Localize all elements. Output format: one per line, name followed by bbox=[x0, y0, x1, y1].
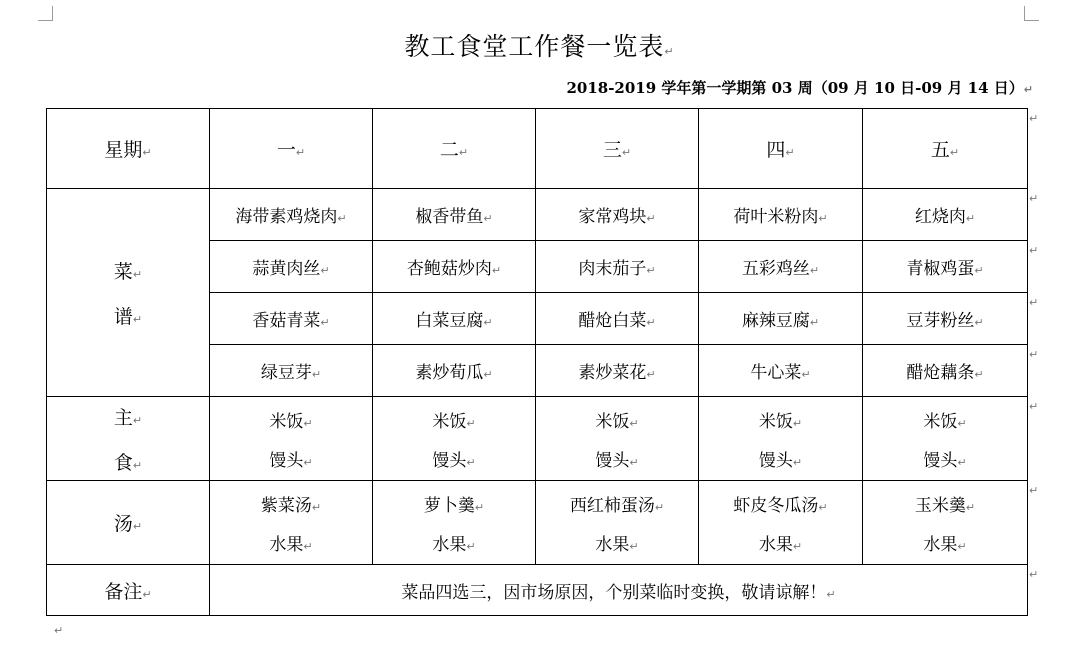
dish-cell: 青椒鸡蛋↵ bbox=[863, 241, 1028, 293]
weekday-header-label: 星期↵ bbox=[47, 109, 210, 189]
dish-cell: 杏鲍菇炒肉↵ bbox=[373, 241, 536, 293]
remark-text-cell: 菜品四选三，因市场原因，个别菜临时变换，敬请谅解！↵ bbox=[210, 565, 1028, 616]
dish-cell: 椒香带鱼↵ bbox=[373, 189, 536, 241]
week-subtitle: 2018-2019 学年第一学期第 03 周（09 月 10 日-09 月 14 日）↵ bbox=[566, 79, 1033, 97]
row-end-mark: ↵ bbox=[1029, 400, 1039, 413]
staple-label-cell: 主↵ 食↵ bbox=[47, 397, 210, 481]
dish-cell: 红烧肉↵ bbox=[863, 189, 1028, 241]
row-end-mark: ↵ bbox=[1029, 192, 1039, 205]
end-paragraph-mark: ↵ bbox=[54, 624, 64, 637]
day-header: 二↵ bbox=[373, 109, 536, 189]
dish-cell: 海带素鸡烧肉↵ bbox=[210, 189, 373, 241]
day-header: 四↵ bbox=[699, 109, 863, 189]
dish-cell: 香菇青菜↵ bbox=[210, 293, 373, 345]
soup-cell: 玉米羹↵ 水果↵ bbox=[863, 481, 1028, 565]
staple-cell: 米饭↵ 馒头↵ bbox=[373, 397, 536, 481]
dish-cell: 蒜黄肉丝↵ bbox=[210, 241, 373, 293]
dish-cell: 醋炝白菜↵ bbox=[536, 293, 699, 345]
dish-cell: 素炒荀瓜↵ bbox=[373, 345, 536, 397]
dish-cell: 荷叶米粉肉↵ bbox=[699, 189, 863, 241]
soup-label-cell: 汤↵ bbox=[47, 481, 210, 565]
remark-row bbox=[47, 565, 1028, 616]
soup-row bbox=[47, 481, 1028, 565]
dish-cell: 牛心菜↵ bbox=[699, 345, 863, 397]
dish-cell: 白菜豆腐↵ bbox=[373, 293, 536, 345]
dish-cell: 家常鸡块↵ bbox=[536, 189, 699, 241]
row-end-mark: ↵ bbox=[1029, 112, 1039, 125]
staple-cell: 米饭↵ 馒头↵ bbox=[210, 397, 373, 481]
remark-label-cell: 备注↵ bbox=[47, 565, 210, 616]
menu-label-cell: 菜↵ 谱↵ bbox=[47, 189, 210, 397]
dish-cell: 豆芽粉丝↵ bbox=[863, 293, 1028, 345]
page-corner-mark-top-right bbox=[1024, 6, 1039, 21]
dish-cell: 绿豆芽↵ bbox=[210, 345, 373, 397]
staple-row bbox=[47, 397, 1028, 481]
day-header: 一↵ bbox=[210, 109, 373, 189]
soup-cell: 西红柿蛋汤↵ 水果↵ bbox=[536, 481, 699, 565]
dish-cell: 五彩鸡丝↵ bbox=[699, 241, 863, 293]
dish-row bbox=[47, 189, 1028, 241]
day-header: 三↵ bbox=[536, 109, 699, 189]
page-title: 教工食堂工作餐一览表↵ bbox=[404, 32, 675, 61]
day-header: 五↵ bbox=[863, 109, 1028, 189]
staple-cell: 米饭↵ 馒头↵ bbox=[699, 397, 863, 481]
header-row bbox=[47, 109, 1028, 189]
staple-cell: 米饭↵ 馒头↵ bbox=[863, 397, 1028, 481]
soup-cell: 虾皮冬瓜汤↵ 水果↵ bbox=[699, 481, 863, 565]
dish-cell: 素炒菜花↵ bbox=[536, 345, 699, 397]
row-end-mark: ↵ bbox=[1029, 296, 1039, 309]
page-corner-mark-top-left bbox=[38, 6, 53, 21]
staple-cell: 米饭↵ 馒头↵ bbox=[536, 397, 699, 481]
menu-table bbox=[46, 108, 1028, 616]
dish-cell: 醋炝藕条↵ bbox=[863, 345, 1028, 397]
row-end-mark: ↵ bbox=[1029, 348, 1039, 361]
row-end-mark: ↵ bbox=[1029, 568, 1039, 581]
soup-cell: 紫菜汤↵ 水果↵ bbox=[210, 481, 373, 565]
dish-cell: 麻辣豆腐↵ bbox=[699, 293, 863, 345]
row-end-mark: ↵ bbox=[1029, 484, 1039, 497]
dish-cell: 肉末茄子↵ bbox=[536, 241, 699, 293]
row-end-mark: ↵ bbox=[1029, 244, 1039, 257]
soup-cell: 萝卜羹↵ 水果↵ bbox=[373, 481, 536, 565]
